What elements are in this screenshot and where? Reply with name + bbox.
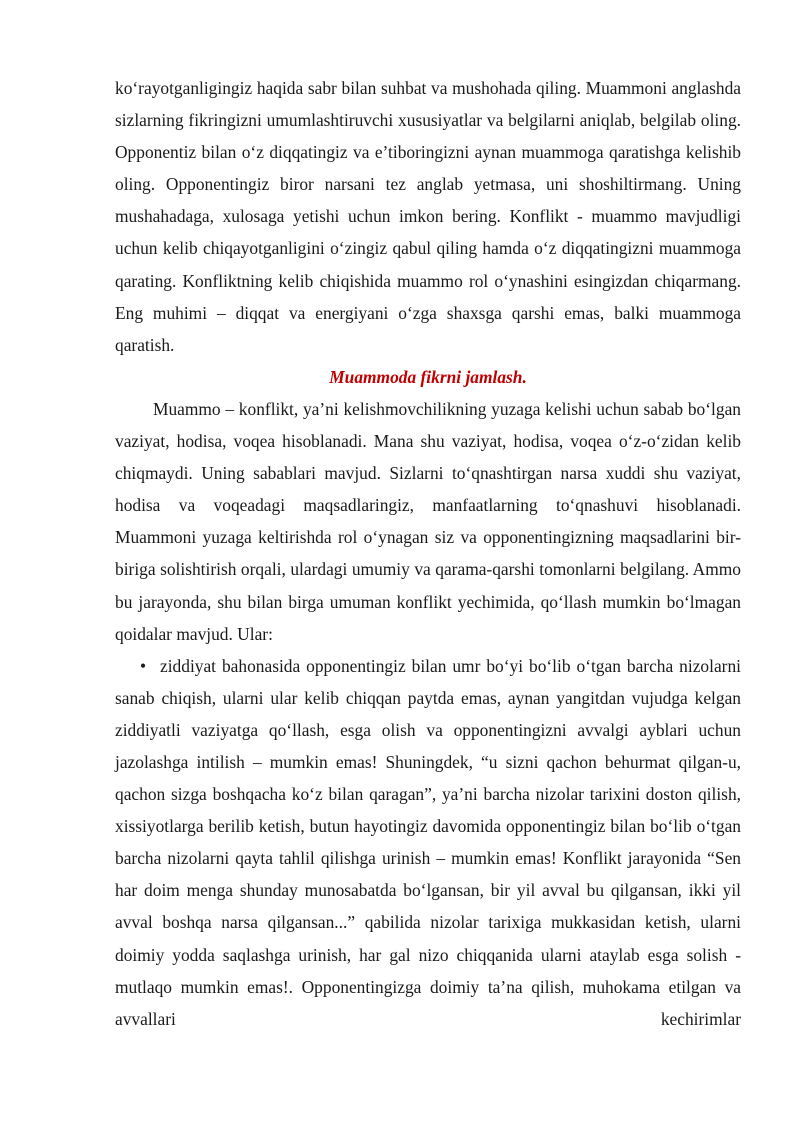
paragraph-continuation: ko‘rayotganligingiz haqida sabr bilan suhbat va mushohada qiling. Muammoni anglashda sizlarning fikringizni umumlashtiruvchi xususiyatlar va belgilarni aniqlab, belgilab oling. Opponentiz bilan o‘z diqqatingiz va e’tiboringizni aynan muammoga qaratishga kelishib oling. Opponentingiz biror narsani tez anglab yetmasa, uni shoshiltirmang. Uning mushahadaga, xulosaga yetishi uchun imkon bering. Konflikt - muammo mavjudligi uchun kelib chiqayotganligini o‘zingiz qabul qiling hamda o‘z diqqatingizni muammoga qarating. Konfliktning kelib chiqishida muammo rol o‘ynashini esingizdan chiqarmang. Eng muhimi – diqqat va energiyani o‘zga shaxsga qarshi emas, balki muammoga qaratish. [115, 78, 741, 355]
paragraph-problem-definition: Muammo – konflikt, ya’ni kelishmovchilikning yuzaga kelishi uchun sabab bo‘lgan vaziyat, hodisa, voqea hisoblanadi. Mana shu vaziyat, hodisa, voqea o‘z-o‘zidan kelib chiqmaydi. Uning sabablari mavjud. Sizlarni to‘qnashtirgan narsa xuddi shu vaziyat, hodisa va voqeadagi maqsadlaringiz, manfaatlarning to‘qnashuvi hisoblanadi. Muammoni yuzaga keltirishda rol o‘ynagan siz va opponentingizning maqsadlarini bir-biriga solishtirish orqali, ulardagi umumiy va qarama-qarshi tomonlarni belgilang. Ammo bu jarayonda, shu bilan birga umuman konflikt yechimida, qo‘llash mumkin bo‘lmagan qoidalar mavjud. Ular: [115, 398, 741, 644]
section-heading: Muammoda fikrni jamlash. [329, 366, 527, 387]
bullet-item [115, 650, 741, 1035]
document-page [115, 72, 741, 1035]
bullet-item-text: ziddiyat bahonasida opponentingiz bilan umr bo‘yi bo‘lib o‘tgan barcha nizolarni sanab chiqish, ularni ular kelib chiqqan paytda emas, aynan yangitdan vujudga kelgan ziddiyatli vaziyatga qo‘llash, esga olish va opponentingizni avvalgi ayblari uchun jazolashga intilish – mumkin emas! Shuningdek, “u sizni qachon behurmat qilgan-u, qachon sizga boshqacha ko‘z bilan qaragan”, ya’ni barcha nizolar tarixini doston qilish, xissiyotlarga berilib ketish, butun hayotingiz davomida opponentingiz bilan bo‘lib o‘tgan barcha nizolarni qayta tahlil qilishga urinish – mumkin emas! Konflikt jarayonida “Sen har doim menga shunday munosabatda bo‘lgansan, bir yil avval bu qilgansan, ikki yil avval boshqa narsa qilgansan...” qabilida nizolar tarixiga mukkasidan ketish, ularni doimiy yodda saqlashga urinish, har gal nizo chiqqanida ularni ataylab esga solish - mutlaqo mumkin emas!. Opponentingizga doimiy ta’na qilish, muhokama etilgan va avvallari kechirimlar [115, 655, 741, 1029]
bullet-marker: • [140, 655, 147, 676]
